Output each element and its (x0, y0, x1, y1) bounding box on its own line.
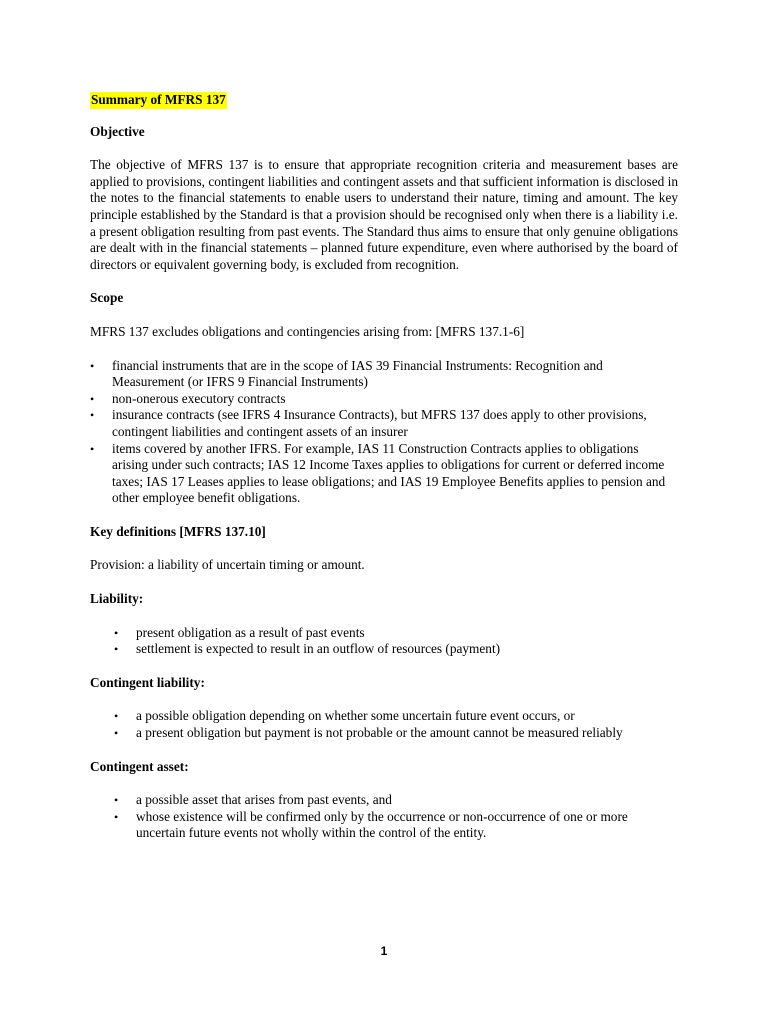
list-item: • whose existence will be confirmed only by the occurrence or non-occurrence of one or more uncertain future events not wholly within the control of the entity. (90, 809, 678, 842)
contingent-asset-list (90, 792, 678, 842)
scope-list (90, 358, 678, 507)
scope-intro: MFRS 137 excludes obligations and contingencies arising from: [MFRS 137.1-6] (90, 323, 525, 339)
list-item: • non-onerous executory contracts (90, 391, 678, 408)
list-item: • financial instruments that are in the scope of IAS 39 Financial Instruments: Recognition and Measurement (or IFRS 9 Financial Instruments) (90, 358, 678, 391)
document-page (90, 92, 678, 842)
list-item: • a possible asset that arises from past events, and (90, 792, 678, 809)
list-item: • present obligation as a result of past events (90, 625, 678, 642)
list-item: • a present obligation but payment is not probable or the amount cannot be measured reliably (90, 725, 678, 742)
list-item: • insurance contracts (see IFRS 4 Insurance Contracts), but MFRS 137 does apply to other provisions, contingent liabilities and contingent assets of an insurer (90, 407, 678, 440)
contingent-liability-heading: Contingent liability: (90, 674, 205, 690)
list-item: • a possible obligation depending on whether some uncertain future event occurs, or (90, 708, 678, 725)
list-item: • items covered by another IFRS. For example, IAS 11 Construction Contracts applies to obligations arising under such contracts; IAS 12 Income Taxes applies to obligations for current or deferred income taxes; IAS 17 Leases applies to lease obligations; and IAS 19 Employee Benefits applies to pension and other employee benefit obligations. (90, 441, 678, 507)
contingent-liability-list (90, 708, 678, 741)
document-title: Summary of MFRS 137 (91, 92, 226, 107)
definitions-heading: Key definitions [MFRS 137.10] (90, 523, 266, 539)
page-number: 1 (380, 944, 388, 958)
objective-paragraph: The objective of MFRS 137 is to ensure that appropriate recognition criteria and measurement bases are applied to provisions, contingent liabilities and contingent assets and that sufficient information is disclosed in the notes to the financial statements to enable users to understand their nature, timing and amount. The key principle established by the Standard is that a provision should be recognised only when there is a liability i.e. a present obligation resulting from past events. The Standard thus aims to ensure that only genuine obligations are dealt with in the financial statements – planned future expenditure, even where authorised by the board of directors or equivalent governing body, is excluded from recognition. (90, 157, 678, 272)
scope-heading: Scope (90, 290, 124, 306)
liability-heading: Liability: (90, 591, 144, 607)
objective-heading: Objective (90, 123, 145, 139)
liability-list (90, 625, 678, 658)
provision-definition: Provision: a liability of uncertain timing or amount. (90, 557, 365, 573)
contingent-asset-heading: Contingent asset: (90, 758, 189, 774)
list-item: • settlement is expected to result in an outflow of resources (payment) (90, 641, 678, 658)
